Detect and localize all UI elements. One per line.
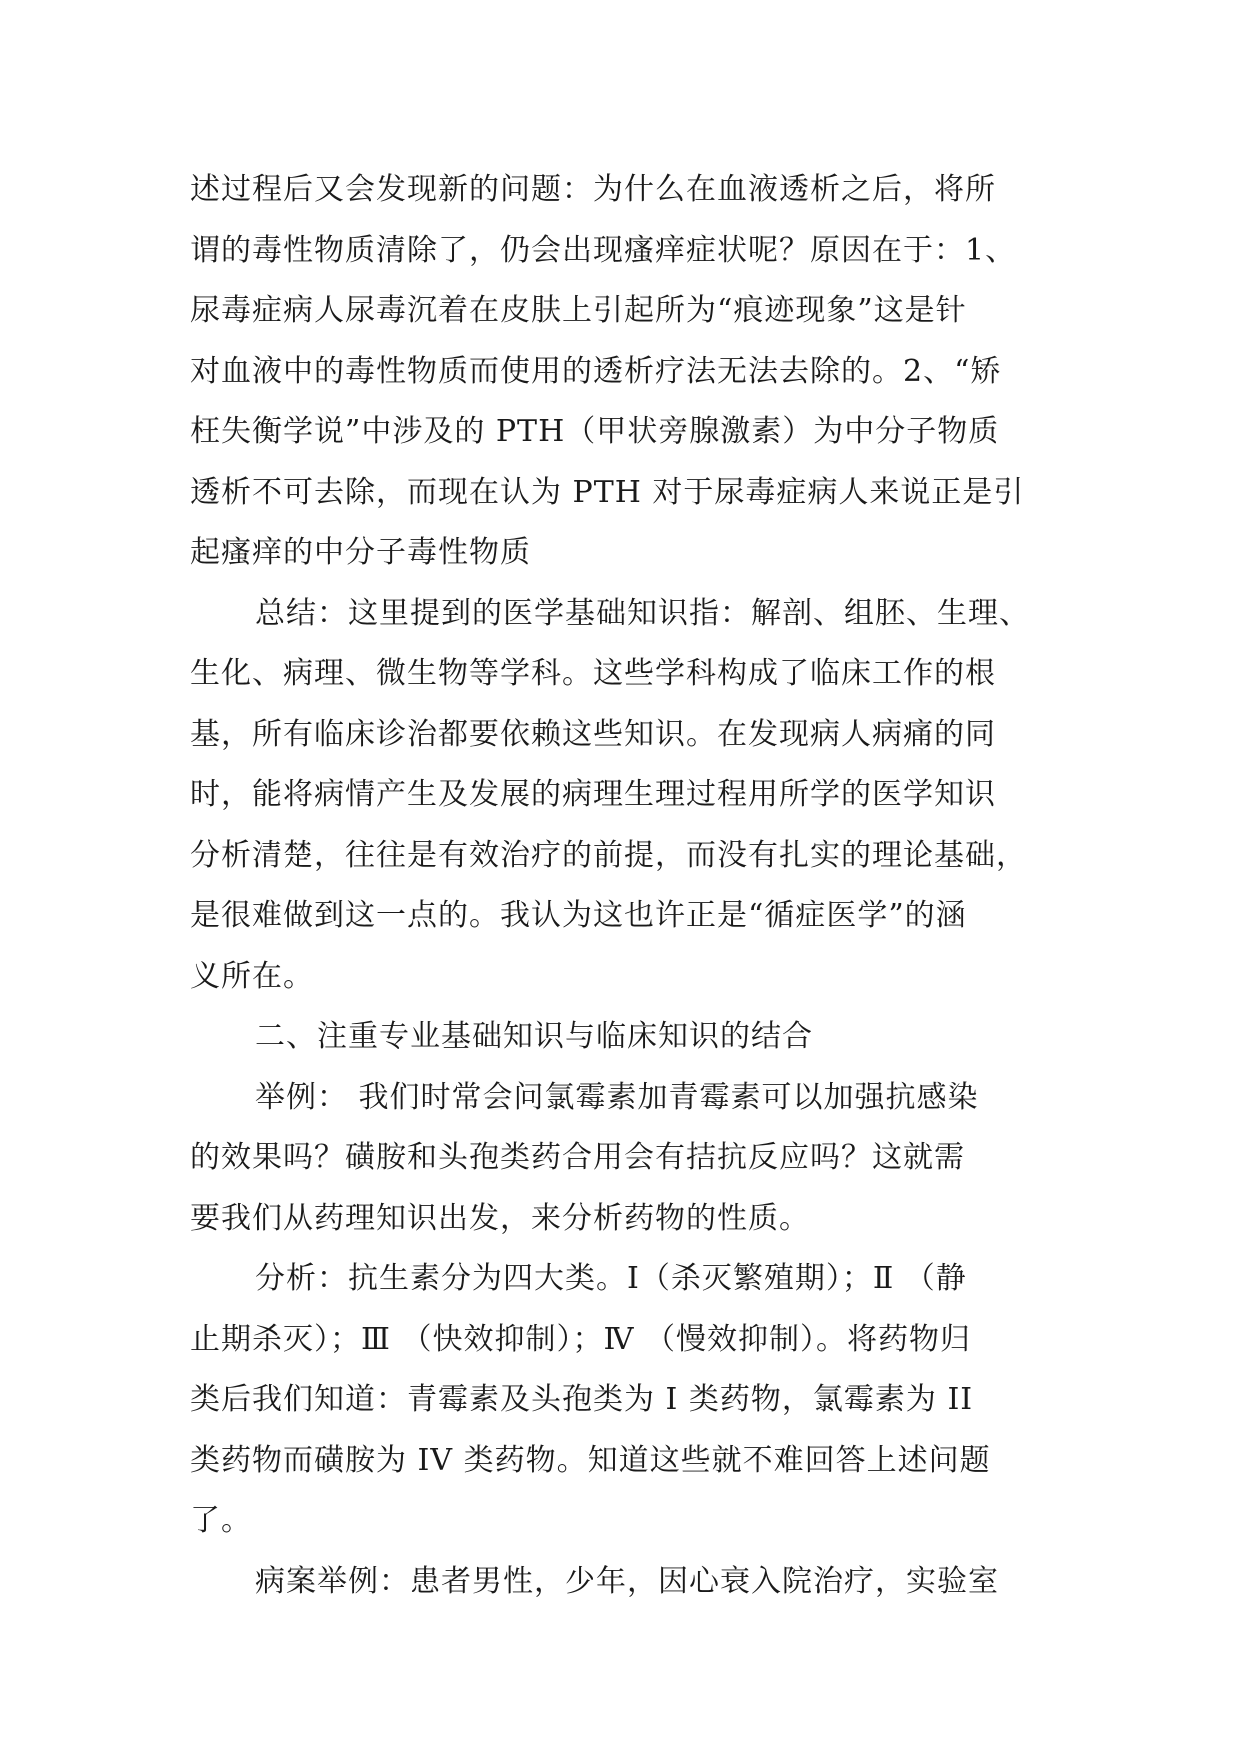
text-line: 要我们从药理知识出发，来分析药物的性质。 (190, 1200, 810, 1236)
text-line: 二、注重专业基础知识与临床知识的结合 (255, 1019, 813, 1054)
text-line: 基，所有临床诊治都要依赖这些知识。在发现病人病痛的同 (190, 716, 996, 752)
text-line: 的效果吗？磺胺和头孢类药合用会有拮抗反应吗？这就需 (190, 1140, 965, 1175)
document-body (190, 160, 1060, 1612)
text-line: 总结：这里提到的医学基础知识指：解剖、组胚、生理、 (255, 595, 1030, 631)
text-line: 分析：抗生素分为四大类。Ⅰ（杀灭繁殖期）；Ⅱ （静 (255, 1261, 967, 1296)
text-line: 时，能将病情产生及发展的病理生理过程用所学的医学知识 (190, 777, 996, 812)
text-line: 止期杀灭）；Ⅲ （快效抑制）；Ⅳ （慢效抑制）。将药物归 (190, 1321, 971, 1357)
text-line: 对血液中的毒性物质而使用的透析疗法无法去除的。2、“矫 (190, 353, 1002, 389)
text-line: 分析清楚，往往是有效治疗的前提，而没有扎实的理论基础， (190, 837, 1027, 873)
text-line: 生化、病理、微生物等学科。这些学科构成了临床工作的根 (190, 656, 996, 691)
text-line: 义所在。 (190, 958, 314, 994)
text-line: 类药物而磺胺为 IV 类药物。知道这些就不难回答上述问题 (190, 1442, 991, 1478)
text-line: 是很难做到这一点的。我认为这也许正是“循症医学”的涵 (190, 898, 967, 933)
text-line: 了。 (190, 1503, 252, 1538)
text-line: 病案举例：患者男性，少年，因心衰入院治疗，实验室 (255, 1563, 999, 1599)
text-line: 举例： 我们时常会问氯霉素加青霉素可以加强抗感染 (255, 1079, 979, 1115)
text-line: 枉失衡学说”中涉及的 PTH（甲状旁腺激素）为中分子物质 (190, 414, 1000, 449)
text-line: 述过程后又会发现新的问题：为什么在血液透析之后，将所 (190, 172, 996, 207)
text-line: 透析不可去除，而现在认为 PTH 对于尿毒症病人来说正是引 (190, 474, 1025, 510)
text-line: 谓的毒性物质清除了，仍会出现瘙痒症状呢？原因在于：1、 (190, 232, 1017, 268)
text-line: 类后我们知道：青霉素及头孢类为 I 类药物，氯霉素为 II (190, 1382, 974, 1417)
text-line: 起瘙痒的中分子毒性物质 (190, 535, 531, 570)
text-line: 尿毒症病人尿毒沉着在皮肤上引起所为“痕迹现象”这是针 (190, 293, 967, 328)
